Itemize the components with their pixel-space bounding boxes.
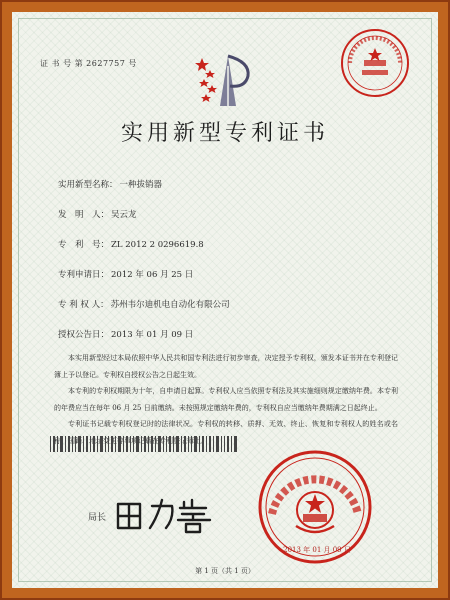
seal-date: 2013 年 01 月 09 日 xyxy=(283,546,351,554)
body-paragraph: 本专利的专利权期限为十年，自申请日起算。专利权人应当依照专利法及其实施细则规定缴纳年费。本专利的年费应当在每年 06 月 25 日前缴纳。未按照规定缴纳年费的，专利权自应当缴纳年费期满之日起终止。 xyxy=(54,387,398,412)
field-inventor xyxy=(58,208,137,220)
body-paragraph: 专利证书记载专利权登记时的法律状况。专利权的转移、质押、无效、终止、恢复和专利权人的姓名或名称、国籍、地址变更等事项记 专利登记簿上。 xyxy=(54,420,398,445)
certificate-title: 实用新型专利证书 xyxy=(120,121,329,146)
certificate-body xyxy=(54,350,398,449)
field-utility-model-name xyxy=(58,178,162,190)
field-value: 吴云龙 xyxy=(111,210,137,220)
director-label: 局长 xyxy=(88,513,107,523)
patent-office-seal-icon xyxy=(338,26,412,100)
barcode-icon xyxy=(50,436,240,452)
field-value: 2013 年 01 月 09 日 xyxy=(111,330,194,340)
page-footer: 第 1 页（共 1 页） xyxy=(195,567,255,575)
field-grant-date xyxy=(58,328,193,340)
field-label: 专 利 权 人： xyxy=(58,300,109,310)
field-value: 苏州韦尔迪机电自动化有限公司 xyxy=(110,300,230,310)
patent-office-emblem-icon xyxy=(190,52,260,110)
handwritten-signature-icon xyxy=(110,494,220,534)
body-paragraph: 本实用新型经过本局依照中华人民共和国专利法进行初步审查，决定授予专利权，颁发本证书并在专利登记簿上予以登记。专利权自授权公告之日起生效。 xyxy=(54,354,398,379)
field-application-date xyxy=(58,268,193,280)
field-label: 专利申请日： xyxy=(58,270,110,280)
field-label: 实用新型名称： xyxy=(58,180,118,190)
certificate-number: 证 书 号 第 2627757 号 xyxy=(40,59,137,68)
field-value: ZL 2012 2 0296619.8 xyxy=(111,240,204,250)
field-patent-number xyxy=(58,238,204,250)
field-label: 专 利 号： xyxy=(58,240,110,250)
field-label: 授权公告日： xyxy=(58,330,110,340)
field-value: 一种拔销器 xyxy=(119,180,163,190)
field-label: 发 明 人： xyxy=(58,210,110,220)
field-value: 2012 年 06 月 25 日 xyxy=(111,270,194,280)
field-patentee xyxy=(58,298,230,310)
